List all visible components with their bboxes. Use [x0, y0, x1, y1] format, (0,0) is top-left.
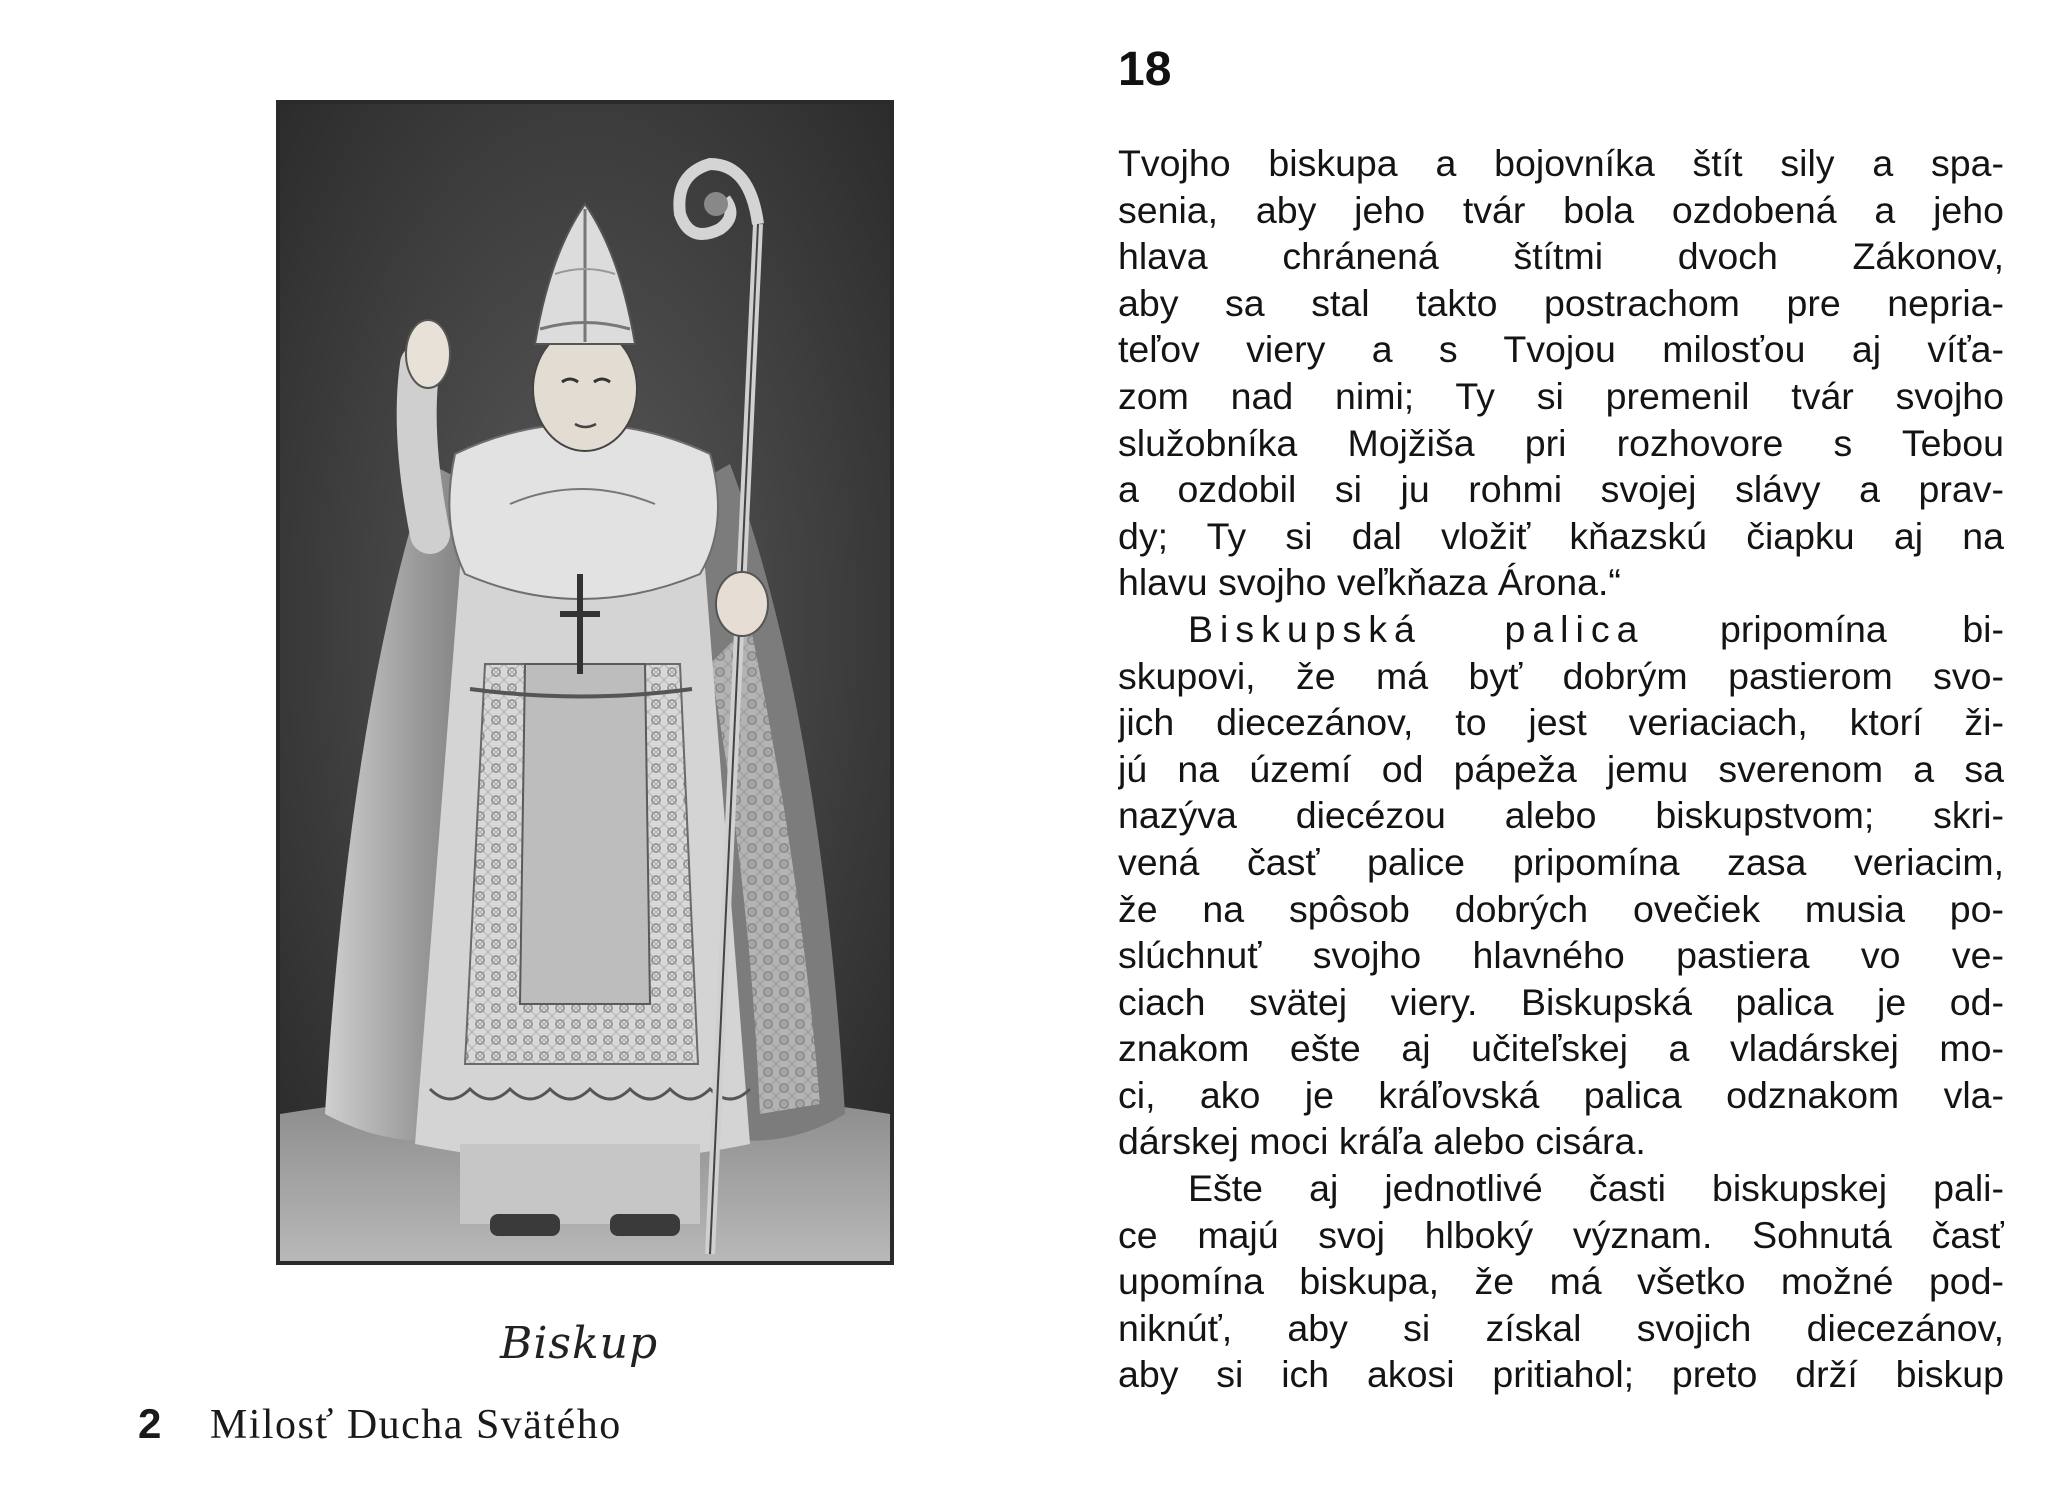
text-line: slúchnuť svojho hlavného pastiera vo ve-	[1118, 934, 2004, 977]
text-line: jich diecezánov, to jest veriaciach, ktorí ži-	[1118, 701, 2004, 744]
text-line: teľov viery a s Tvojou milosťou aj víťa-	[1118, 328, 2004, 371]
paragraph-2-first-line	[1118, 606, 2004, 653]
photo-caption: Biskup	[500, 1318, 659, 1369]
text-line: že na spôsob dobrých ovečiek musia po-	[1118, 887, 2004, 930]
text-line: nazýva diecézou alebo biskupstvom; skri-	[1118, 794, 2004, 837]
text-line: jú na území od pápeža jemu sverenom a sa	[1118, 747, 2004, 790]
text-line: aby si ich akosi pritiahol; preto drží biskup	[1118, 1353, 2004, 1396]
page-number: 18	[1118, 43, 1172, 96]
text-line: hlava chránená štítmi dvoch Zákonov,	[1118, 235, 2004, 278]
text-line: vená časť palice pripomína zasa veriacim,	[1118, 840, 2004, 883]
text-line: a ozdobil si ju rohmi svojej slávy a prav-	[1118, 468, 2004, 511]
text-line: zom nad nimi; Ty si premenil tvár svojho	[1118, 374, 2004, 417]
text-line: hlavu svojho veľkňaza Árona.“	[1118, 561, 1621, 604]
text-line: znakom ešte aj učiteľskej a vladárskej mo-	[1118, 1027, 2004, 1070]
text-line: senia, aby jeho tvár bola ozdobená a jeho	[1118, 188, 2004, 231]
printer-signature-mark	[138, 1400, 758, 1449]
text-line: ce majú svoj hlboký význam. Sohnutá časť	[1118, 1213, 2004, 1256]
text-line: dárskej moci kráľa alebo cisára.	[1118, 1120, 1646, 1163]
text-fragment: pripomína bi-	[1720, 607, 2004, 650]
text-line: skupovi, že má byť dobrým pastierom svo-	[1118, 654, 2004, 697]
text-line: dy; Ty si dal vložiť kňazskú čiapku aj na	[1118, 514, 2004, 557]
text-line: upomína biskupa, že má všetko možné pod-	[1118, 1260, 2004, 1303]
body-text	[1118, 140, 2004, 1398]
bishop-figure-illustration	[280, 104, 890, 1261]
signature-number: 2	[138, 1400, 162, 1447]
bishop-photograph	[276, 100, 894, 1265]
text-line: Ešte aj jednotlivé časti biskupskej pali-	[1188, 1167, 2004, 1210]
text-line: niknúť, aby si získal svojich diecezánov,	[1118, 1306, 2004, 1349]
text-line: Tvojho biskupa a bojovníka štít sily a spa-	[1118, 142, 2004, 184]
text-line: ci, ako je kráľovská palica odznakom vla-	[1118, 1073, 2004, 1116]
text-line: aby sa stal takto postrachom pre nepria-	[1118, 281, 2004, 324]
signature-text: Milosť Ducha Svätého	[209, 1402, 622, 1448]
text-line: služobníka Mojžiša pri rozhovore s Tebou	[1118, 421, 2004, 464]
text-line: ciach svätej viery. Biskupská palica je od-	[1118, 980, 2004, 1023]
emphasized-term: Biskupská palica	[1188, 607, 1645, 650]
